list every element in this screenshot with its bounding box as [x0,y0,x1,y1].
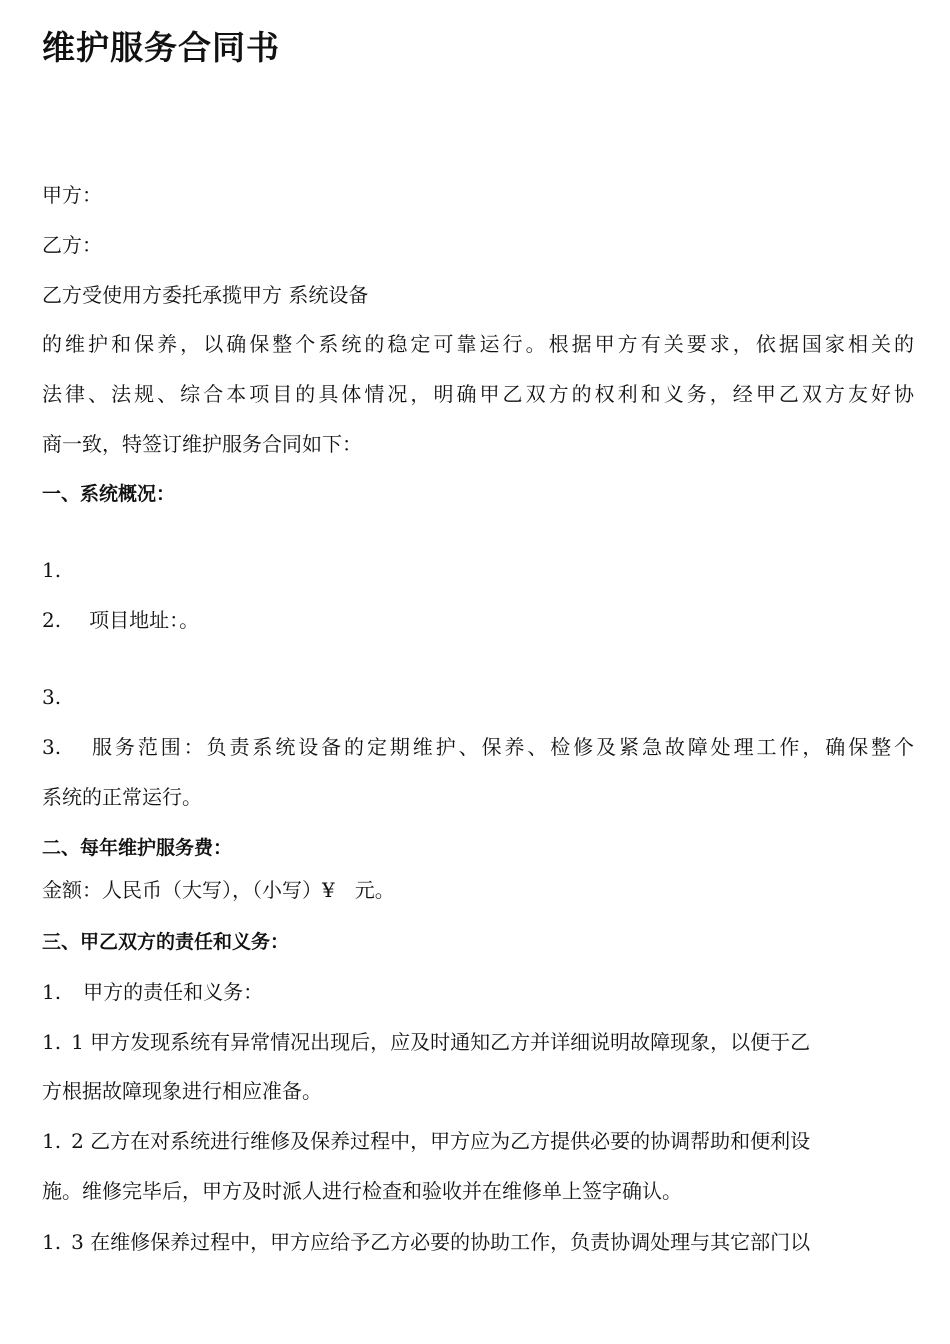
clause-1-1 [42,1029,810,1055]
document-title: 维护服务合同书 [42,28,280,67]
item-number: 3. [42,685,62,709]
party-a-line: 甲方： [42,183,102,207]
fee-amount-line: 金额：人民币（大写），（小写）¥ 元。 [42,878,395,902]
section-3-heading: 三、甲乙双方的责任和义务： [42,931,290,953]
section-1-item-1 [42,557,61,583]
intro-line-4: 商一致，特签订维护服务合同如下： [42,432,362,456]
intro-line-2: 的维护和保养，以确保整个系统的稳定可靠运行。根据甲方有关要求，依据国家相关的 [42,332,914,356]
section-1-item-3a [42,684,61,710]
section-1-heading: 一、系统概况： [42,483,176,505]
section-1-item-2 [42,607,199,633]
section-3-sub-1 [42,979,263,1005]
item-text: 3 在维修保养过程中，甲方应给予乙方必要的协助工作，负责协调处理与其它部门以 [71,1230,811,1254]
item-number: 2. [42,608,62,632]
item-text: 2 乙方在对系统进行维修及保养过程中，甲方应为乙方提供必要的协调帮助和便利设 [71,1129,811,1153]
section-2-heading: 二、每年维护服务费： [42,837,233,859]
intro-line-1: 乙方受使用方委托承揽甲方 系统设备 [42,283,369,307]
item-number: 1. [42,558,62,582]
item-text: 项目地址：。 [89,608,200,632]
party-b-line: 乙方： [42,233,102,257]
item-number: 1. [42,1030,62,1054]
clause-1-1-cont: 方根据故障现象进行相应准备。 [42,1079,322,1103]
intro-line-3: 法律、法规、综合本项目的具体情况，明确甲乙双方的权利和义务，经甲乙双方友好协 [42,382,914,406]
item-number: 1. [42,1129,62,1153]
item-number: 1. [42,1230,62,1254]
clause-1-2-cont: 施。维修完毕后，甲方及时派人进行检查和验收并在维修单上签字确认。 [42,1179,682,1203]
item-number: 3. [42,735,62,759]
section-1-item-3b [42,734,914,760]
item-text: 甲方的责任和义务： [83,980,264,1004]
clause-1-2 [42,1128,810,1154]
section-1-item-3b-cont: 系统的正常运行。 [42,785,202,809]
item-number: 1. [42,980,62,1004]
clause-1-3 [42,1229,810,1255]
item-text: 服务范围：负责系统设备的定期维护、保养、检修及紧急故障处理工作，确保整个 [89,735,914,759]
item-text: 1 甲方发现系统有异常情况出现后，应及时通知乙方并详细说明故障现象，以便于乙 [71,1030,811,1054]
